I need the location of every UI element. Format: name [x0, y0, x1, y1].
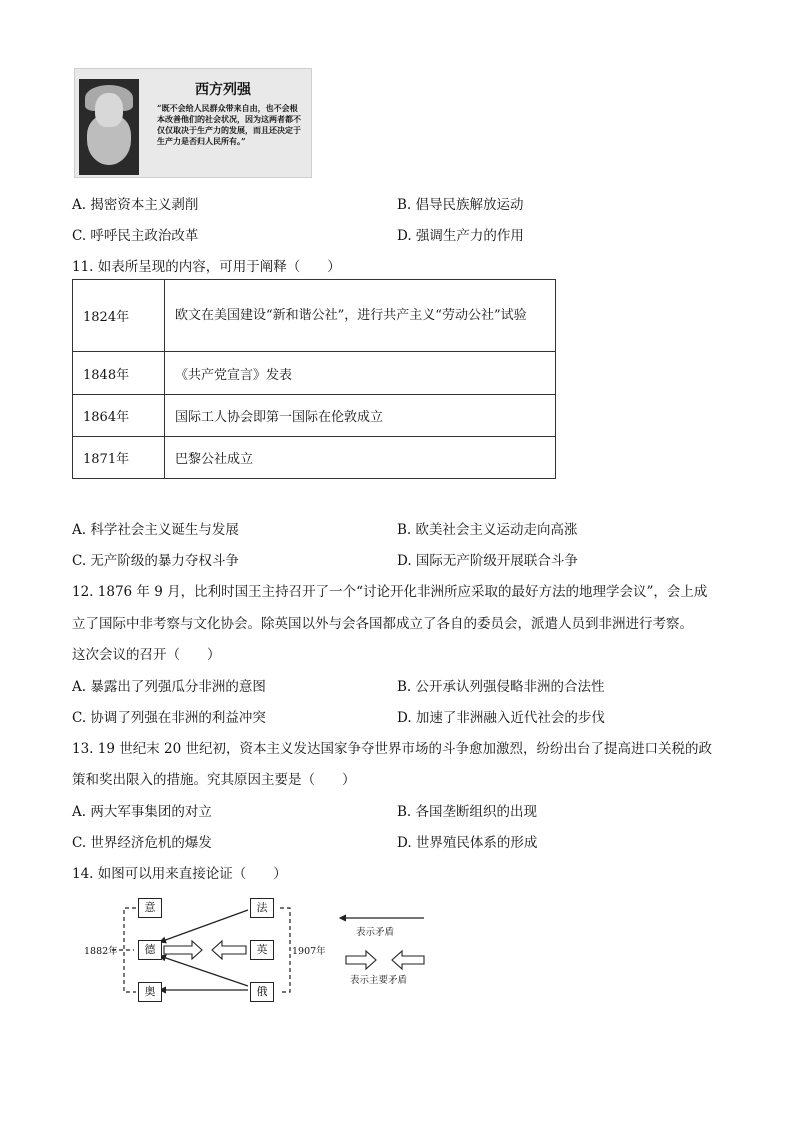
year-label-right: 1907年 [292, 946, 326, 957]
table-cell-event: 巴黎公社成立 [165, 437, 556, 479]
table-cell-event: 《共产党宣言》发表 [165, 352, 556, 395]
table-cell-event: 欧文在美国建设“新和谐公社”，进行共产主义“劳动公社”试验 [165, 280, 556, 352]
table-cell-event: 国际工人协会即第一国际在伦敦成立 [165, 395, 556, 437]
marx-quote-figure [74, 68, 312, 178]
q11-option-a[interactable]: A. 科学社会主义诞生与发展 [72, 522, 239, 538]
legend-main-contradiction-label: 表示主要矛盾 [350, 975, 408, 986]
alliance-diagram [84, 890, 444, 1010]
q12-option-a[interactable]: A. 暴露出了列强瓜分非洲的意图 [72, 679, 266, 695]
node-germany: 德 [138, 940, 162, 960]
legend-contradiction-label: 表示矛盾 [356, 927, 395, 938]
table-row [73, 280, 556, 352]
q13-option-b[interactable]: B. 各国垄断组织的出现 [397, 804, 538, 820]
node-france: 法 [250, 898, 274, 918]
q10-option-c[interactable]: C. 呼呼民主政治改革 [72, 228, 199, 244]
q12-option-b[interactable]: B. 公开承认列强侵略非洲的合法性 [397, 679, 605, 695]
table-cell-year: 1848年 [73, 352, 165, 395]
q14-stem: 14. 如图可以用来直接论证（ ） [72, 866, 287, 882]
q12-option-d[interactable]: D. 加速了非洲融入近代社会的步伐 [397, 710, 605, 726]
q12-stem-line3: 这次会议的召开（ ） [72, 647, 221, 663]
table-cell-year: 1871年 [73, 437, 165, 479]
q10-option-b[interactable]: B. 倡导民族解放运动 [397, 197, 524, 213]
q13-stem-line2: 策和奖出限入的措施。究其原因主要是（ ） [72, 772, 356, 788]
q11-option-b[interactable]: B. 欧美社会主义运动走向高涨 [397, 522, 578, 538]
node-italy: 意 [138, 898, 162, 918]
triple-entente-bracket [280, 908, 290, 992]
q13-option-a[interactable]: A. 两大军事集团的对立 [72, 804, 212, 820]
q12-option-c[interactable]: C. 协调了列强在非洲的利益冲突 [72, 710, 266, 726]
q12-stem-line2: 立了国际中非考察与文化协会。除英国以外与会各国都成立了各自的委员会，派遣人员到非洲进行考察。 [72, 616, 693, 632]
node-britain: 英 [250, 940, 274, 960]
table-row [73, 437, 556, 479]
node-russia: 俄 [250, 982, 274, 1002]
q11-stem: 11. 如表所呈现的内容，可用于阐释（ ） [72, 259, 341, 275]
table-row [73, 352, 556, 395]
table-cell-year: 1824年 [73, 280, 165, 352]
q10-option-a[interactable]: A. 揭密资本主义剥削 [72, 197, 199, 213]
q13-stem-line1: 13. 19 世纪末 20 世纪初，资本主义发达国家争夺世界市场的斗争愈加激烈，纷纷出台了提高进口关税的政 [72, 741, 712, 757]
year-label-left: 1882年 [84, 946, 118, 957]
q13-option-c[interactable]: C. 世界经济危机的爆发 [72, 835, 212, 851]
q11-option-d[interactable]: D. 国际无产阶级开展联合斗争 [397, 553, 578, 569]
node-austria: 奥 [138, 982, 162, 1002]
q11-events-table [72, 279, 556, 479]
figure-quote: “既不会给人民群众带来自由，也不会根本改善他们的社会状况，因为这两者都不仅仅取决于生产力的发展，而且还决定于生产力是否归人民所有。” [157, 103, 301, 146]
figure-title: 西方列强 [195, 82, 251, 98]
marx-portrait-image [79, 79, 139, 175]
q11-option-c[interactable]: C. 无产阶级的暴力夺权斗争 [72, 553, 239, 569]
table-row [73, 395, 556, 437]
q12-stem-line1: 12. 1876 年 9 月，比利时国王主持召开了一个“讨论开化非洲所应采取的最好方法的地理学会议”，会上成 [72, 584, 708, 600]
q13-option-d[interactable]: D. 世界殖民体系的形成 [397, 835, 538, 851]
q10-option-d[interactable]: D. 强调生产力的作用 [397, 228, 524, 244]
table-cell-year: 1864年 [73, 395, 165, 437]
